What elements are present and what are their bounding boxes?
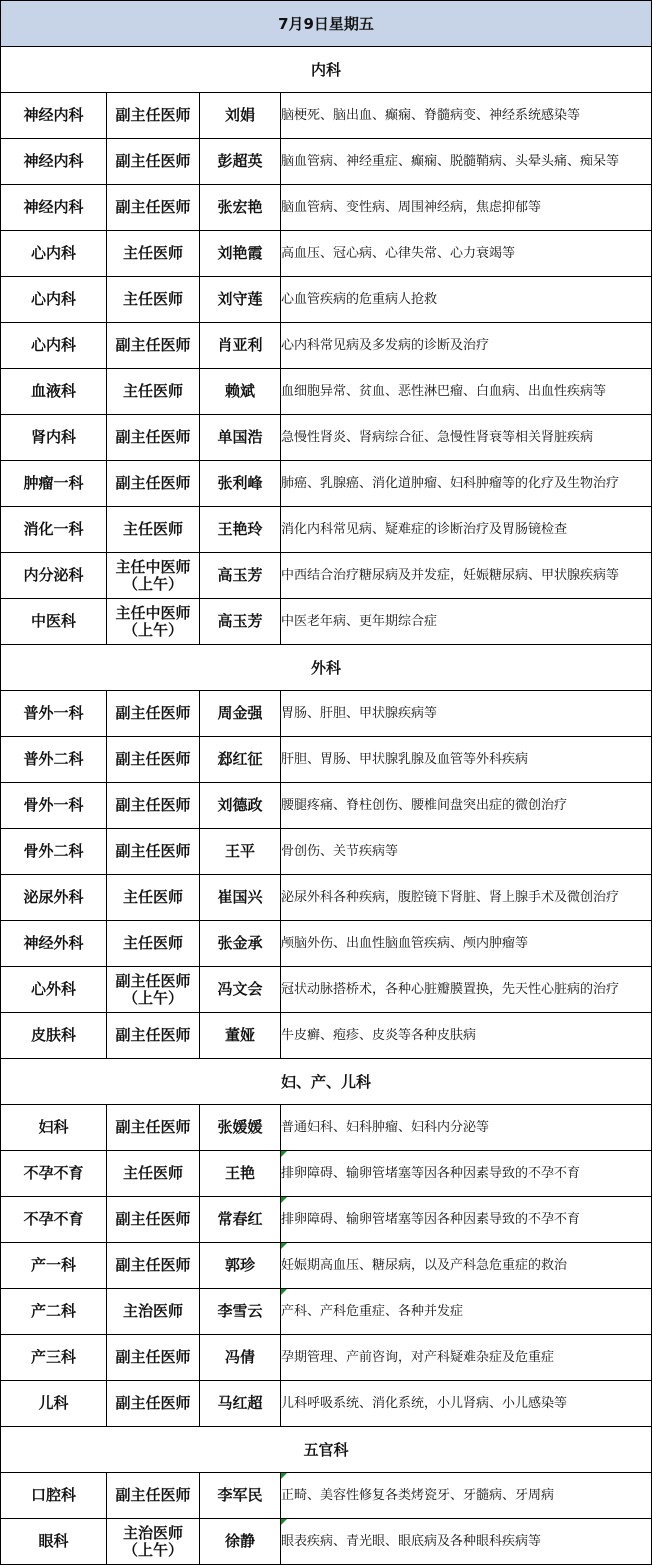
specialty-cell [281, 415, 652, 461]
section-heading: 外科 [1, 645, 652, 691]
rank-cell [107, 875, 200, 921]
specialty-cell [281, 1105, 652, 1151]
doctor-name-cell: 董娅 [200, 1013, 281, 1059]
specialty-cell [281, 277, 652, 323]
department-cell: 肿瘤一科 [1, 461, 107, 507]
rank-label: 主治医师 [122, 1302, 183, 1320]
department-cell: 产一科 [1, 1243, 107, 1289]
department-cell: 内分泌科 [1, 553, 107, 599]
specialty-cell [281, 1197, 652, 1243]
specialty-cell [281, 369, 652, 415]
rank-label: 副主任医师 [115, 1026, 191, 1044]
table-row [1, 1105, 652, 1151]
specialty-cell [281, 1243, 652, 1289]
table-row [1, 1013, 652, 1059]
specialty-text: 产科、产科危重症、各种并发症 [281, 1303, 464, 1319]
specialty-text: 颅脑外伤、出血性脑血管疾病、颅内肿瘤等 [281, 935, 529, 951]
comment-flag-icon [281, 1197, 287, 1203]
specialty-cell [281, 691, 652, 737]
table-row [1, 875, 652, 921]
rank-label: 副主任医师 [115, 336, 191, 354]
table-row [1, 507, 652, 553]
specialty-text: 血细胞异常、贫血、恶性淋巴瘤、白血病、出血性疾病等 [281, 383, 607, 399]
rank-cell [107, 553, 200, 599]
specialty-cell [281, 1289, 652, 1335]
rank-label: 副主任医师 [115, 1348, 191, 1366]
rank-label: 主任中医师 [115, 557, 191, 576]
department-cell: 产二科 [1, 1289, 107, 1335]
specialty-text: 心内科常见病及多发病的诊断及治疗 [281, 337, 490, 353]
section-header-row [1, 645, 652, 691]
rank-label: 主任医师 [122, 520, 183, 538]
rank-label: 主治医师 [122, 1523, 183, 1542]
section-heading: 妇、产、儿科 [1, 1059, 652, 1105]
rank-label: 主任中医师 [115, 603, 191, 622]
department-cell: 产三科 [1, 1335, 107, 1381]
table-row [1, 323, 652, 369]
rank-label: 主任医师 [122, 290, 183, 308]
rank-cell [107, 139, 200, 185]
table-row [1, 185, 652, 231]
doctor-name-cell: 肖亚利 [200, 323, 281, 369]
specialty-cell [281, 231, 652, 277]
doctor-name-cell: 刘娟 [200, 93, 281, 139]
rank-label: 副主任医师 [115, 1394, 191, 1412]
rank-cell [107, 1013, 200, 1059]
rank-label: 主任医师 [122, 888, 183, 906]
doctor-name-cell: 张宏艳 [200, 185, 281, 231]
specialty-text: 肝胆、胃肠、甲状腺乳腺及血管等外科疾病 [281, 751, 529, 767]
rank-cell [107, 783, 200, 829]
department-cell: 神经内科 [1, 139, 107, 185]
doctor-name-cell: 单国浩 [200, 415, 281, 461]
rank-label: 副主任医师 [115, 474, 191, 492]
rank-cell [107, 277, 200, 323]
rank-cell [107, 1289, 200, 1335]
table-row [1, 1197, 652, 1243]
specialty-text: 眼表疾病、青光眼、眼底病及各种眼科疾病等 [281, 1533, 542, 1549]
doctor-name-cell: 张利峰 [200, 461, 281, 507]
rank-cell [107, 1197, 200, 1243]
specialty-text: 正畸、美容性修复各类烤瓷牙、牙髓病、牙周病 [281, 1487, 555, 1503]
rank-cell [107, 599, 200, 645]
specialty-cell [281, 1473, 652, 1519]
session-note: （上午） [122, 988, 183, 1007]
specialty-cell [281, 1151, 652, 1197]
rank-label: 副主任医师 [115, 428, 191, 446]
specialty-text: 高血压、冠心病、心律失常、心力衰竭等 [281, 245, 516, 261]
doctor-name-cell: 张媛媛 [200, 1105, 281, 1151]
specialty-text: 普通妇科、妇科肿瘤、妇科内分泌等 [281, 1119, 490, 1135]
specialty-text: 骨创伤、关节疾病等 [281, 843, 399, 859]
department-cell: 心内科 [1, 277, 107, 323]
department-cell: 泌尿外科 [1, 875, 107, 921]
specialty-cell [281, 921, 652, 967]
department-cell: 血液科 [1, 369, 107, 415]
specialty-cell [281, 93, 652, 139]
doctor-name-cell: 李雪云 [200, 1289, 281, 1335]
department-cell: 神经外科 [1, 921, 107, 967]
specialty-cell [281, 1519, 652, 1565]
doctor-name-cell: 王艳玲 [200, 507, 281, 553]
department-cell: 心内科 [1, 323, 107, 369]
session-note: （上午） [122, 574, 183, 593]
specialty-text: 牛皮癣、疱疹、皮炎等各种皮肤病 [281, 1027, 477, 1043]
specialty-text: 排卵障碍、输卵管堵塞等因各种因素导致的不孕不育 [281, 1211, 581, 1227]
department-cell: 妇科 [1, 1105, 107, 1151]
specialty-text: 孕期管理、产前咨询，对产科疑难杂症及危重症 [281, 1349, 555, 1365]
rank-label: 副主任医师 [115, 198, 191, 216]
comment-flag-icon [281, 1473, 287, 1479]
rank-cell [107, 507, 200, 553]
rank-label: 副主任医师 [115, 1486, 191, 1504]
rank-label: 副主任医师 [115, 796, 191, 814]
specialty-text: 脑血管病、神经重症、癫痫、脱髓鞘病、头晕头痛、痴呆等 [281, 153, 620, 169]
comment-flag-icon [281, 1519, 287, 1525]
table-row [1, 1289, 652, 1335]
table-row [1, 829, 652, 875]
table-row [1, 461, 652, 507]
rank-label: 副主任医师 [115, 842, 191, 860]
department-cell: 皮肤科 [1, 1013, 107, 1059]
doctor-name-cell: 刘德政 [200, 783, 281, 829]
specialty-text: 中医老年病、更年期综合症 [281, 613, 438, 629]
specialty-text: 心血管疾病的危重病人抢救 [281, 291, 438, 307]
table-row [1, 921, 652, 967]
session-note: （上午） [122, 1540, 183, 1559]
table-row [1, 1473, 652, 1519]
rank-cell [107, 369, 200, 415]
doctor-name-cell: 冯倩 [200, 1335, 281, 1381]
rank-label: 副主任医师 [115, 750, 191, 768]
specialty-cell [281, 139, 652, 185]
specialty-text: 排卵障碍、输卵管堵塞等因各种因素导致的不孕不育 [281, 1165, 581, 1181]
table-row [1, 737, 652, 783]
department-cell: 中医科 [1, 599, 107, 645]
specialty-cell [281, 507, 652, 553]
rank-label: 主任医师 [122, 382, 183, 400]
department-cell: 不孕不育 [1, 1197, 107, 1243]
department-cell: 口腔科 [1, 1473, 107, 1519]
rank-cell [107, 323, 200, 369]
rank-cell [107, 921, 200, 967]
specialty-cell [281, 1335, 652, 1381]
specialty-cell [281, 553, 652, 599]
section-header-row [1, 47, 652, 93]
title-row [1, 1, 652, 47]
doctor-name-cell: 崔国兴 [200, 875, 281, 921]
table-row [1, 553, 652, 599]
rank-label: 副主任医师 [115, 152, 191, 170]
doctor-name-cell: 张金承 [200, 921, 281, 967]
specialty-text: 中西结合治疗糖尿病及并发症，妊娠糖尿病、甲状腺疾病等 [281, 567, 620, 583]
rank-label: 副主任医师 [115, 971, 191, 990]
doctor-name-cell: 马红超 [200, 1381, 281, 1427]
specialty-cell [281, 783, 652, 829]
table-row [1, 139, 652, 185]
doctor-name-cell: 冯文会 [200, 967, 281, 1013]
section-heading: 五官科 [1, 1427, 652, 1473]
doctor-name-cell: 徐静 [200, 1519, 281, 1565]
table-row [1, 415, 652, 461]
section-header-row [1, 1427, 652, 1473]
rank-cell [107, 1473, 200, 1519]
department-cell: 儿科 [1, 1381, 107, 1427]
comment-flag-icon [281, 1243, 287, 1249]
specialty-cell [281, 737, 652, 783]
rank-cell [107, 829, 200, 875]
department-cell: 神经内科 [1, 93, 107, 139]
department-cell: 肾内科 [1, 415, 107, 461]
department-cell: 心内科 [1, 231, 107, 277]
specialty-text: 急慢性肾炎、肾病综合征、急慢性肾衰等相关肾脏疾病 [281, 429, 594, 445]
table-row [1, 93, 652, 139]
rank-cell [107, 967, 200, 1013]
specialty-cell [281, 967, 652, 1013]
table-row [1, 691, 652, 737]
doctor-name-cell: 高玉芳 [200, 553, 281, 599]
rank-label: 副主任医师 [115, 1210, 191, 1228]
table-row [1, 369, 652, 415]
session-note: （上午） [122, 620, 183, 639]
specialty-cell [281, 875, 652, 921]
specialty-cell [281, 323, 652, 369]
doctor-name-cell: 彭超英 [200, 139, 281, 185]
doctor-name-cell: 刘艳霞 [200, 231, 281, 277]
specialty-text: 胃肠、肝胆、甲状腺疾病等 [281, 705, 438, 721]
table-row [1, 277, 652, 323]
specialty-cell [281, 829, 652, 875]
rank-cell [107, 1243, 200, 1289]
doctor-name-cell: 高玉芳 [200, 599, 281, 645]
section-heading: 内科 [1, 47, 652, 93]
table-row [1, 1243, 652, 1289]
specialty-text: 腰腿疼痛、脊柱创伤、腰椎间盘突出症的微创治疗 [281, 797, 568, 813]
rank-label: 主任医师 [122, 244, 183, 262]
table-row [1, 783, 652, 829]
specialty-cell [281, 599, 652, 645]
specialty-cell [281, 1013, 652, 1059]
specialty-text: 冠状动脉搭桥术，各种心脏瓣膜置换，先天性心脏病的治疗 [281, 981, 620, 997]
rank-cell [107, 1335, 200, 1381]
table-row [1, 231, 652, 277]
doctor-name-cell: 王平 [200, 829, 281, 875]
specialty-text: 脑梗死、脑出血、癫痫、脊髓病变、神经系统感染等 [281, 107, 581, 123]
department-cell: 眼科 [1, 1519, 107, 1565]
section-header-row [1, 1059, 652, 1105]
specialty-text: 泌尿外科各种疾病，腹腔镜下肾脏、肾上腺手术及微创治疗 [281, 889, 620, 905]
specialty-text: 消化内科常见病、疑难症的诊断治疗及胃肠镜检查 [281, 521, 568, 537]
department-cell: 不孕不育 [1, 1151, 107, 1197]
page-title: 7月9日星期五 [1, 1, 652, 47]
doctor-name-cell: 郭珍 [200, 1243, 281, 1289]
rank-cell [107, 93, 200, 139]
rank-label: 主任医师 [122, 934, 183, 952]
rank-cell [107, 231, 200, 277]
rank-label: 副主任医师 [115, 106, 191, 124]
department-cell: 消化一科 [1, 507, 107, 553]
specialty-cell [281, 185, 652, 231]
rank-label: 副主任医师 [115, 1256, 191, 1274]
doctor-name-cell: 李军民 [200, 1473, 281, 1519]
department-cell: 普外二科 [1, 737, 107, 783]
rank-cell [107, 461, 200, 507]
specialty-cell [281, 461, 652, 507]
doctor-name-cell: 周金强 [200, 691, 281, 737]
specialty-text: 妊娠期高血压、糖尿病，以及产科急危重症的救治 [281, 1257, 568, 1273]
table-row [1, 1381, 652, 1427]
department-cell: 神经内科 [1, 185, 107, 231]
department-cell: 骨外一科 [1, 783, 107, 829]
rank-cell [107, 1381, 200, 1427]
rank-cell [107, 737, 200, 783]
rank-label: 主任医师 [122, 1164, 183, 1182]
table-row [1, 1151, 652, 1197]
specialty-text: 肺癌、乳腺癌、消化道肿瘤、妇科肿瘤等的化疗及生物治疗 [281, 475, 620, 491]
table-row [1, 1519, 652, 1565]
table-row [1, 1335, 652, 1381]
rank-label: 副主任医师 [115, 1118, 191, 1136]
rank-label: 副主任医师 [115, 704, 191, 722]
specialty-text: 脑血管病、变性病、周围神经病，焦虑抑郁等 [281, 199, 542, 215]
department-cell: 心外科 [1, 967, 107, 1013]
rank-cell [107, 1105, 200, 1151]
rank-cell [107, 1151, 200, 1197]
rank-cell [107, 691, 200, 737]
department-cell: 普外一科 [1, 691, 107, 737]
department-cell: 骨外二科 [1, 829, 107, 875]
doctor-name-cell: 郄红征 [200, 737, 281, 783]
rank-cell [107, 1519, 200, 1565]
specialty-cell [281, 1381, 652, 1427]
rank-cell [107, 415, 200, 461]
doctor-name-cell: 刘守莲 [200, 277, 281, 323]
table-row [1, 599, 652, 645]
doctor-name-cell: 赖斌 [200, 369, 281, 415]
doctor-name-cell: 常春红 [200, 1197, 281, 1243]
comment-flag-icon [281, 1289, 287, 1295]
table-row [1, 967, 652, 1013]
specialty-text: 儿科呼吸系统、消化系统，小儿肾病、小儿感染等 [281, 1395, 568, 1411]
comment-flag-icon [281, 1151, 287, 1157]
rank-cell [107, 185, 200, 231]
doctor-name-cell: 王艳 [200, 1151, 281, 1197]
